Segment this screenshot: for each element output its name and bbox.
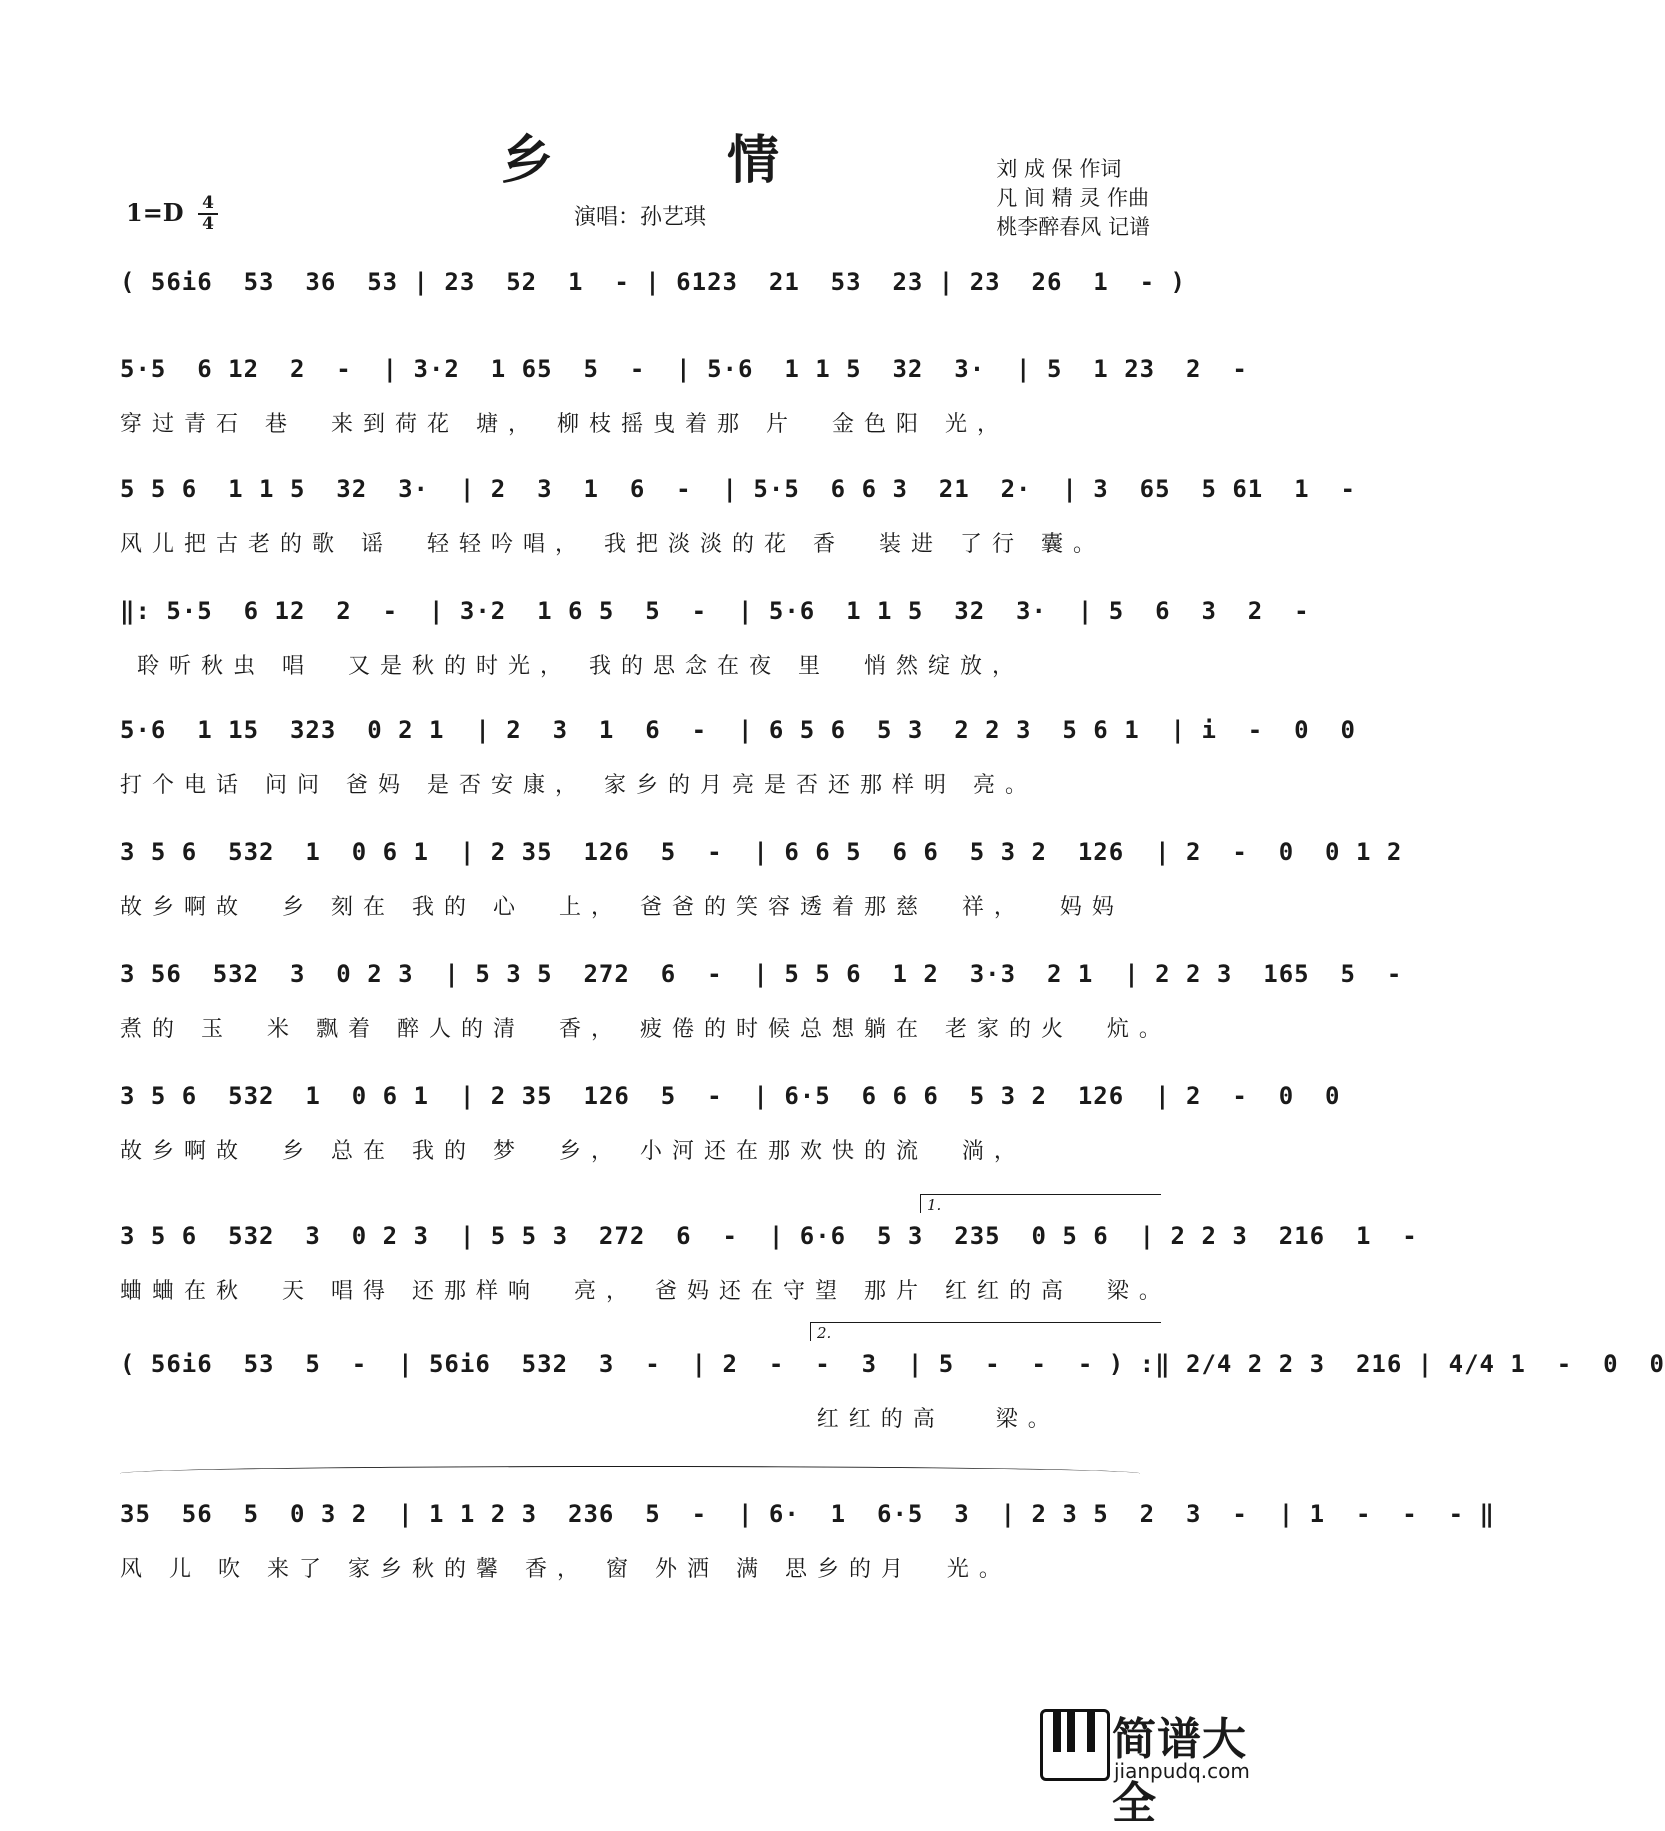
- lyric-line: 穿过青石 巷 来到荷花 塘， 柳枝摇曳着那 片 金色阳 光，: [120, 412, 1009, 437]
- composer: 凡 间 精 灵 作曲: [996, 186, 1150, 210]
- notation-line: 5·6 1 15 323 0 2 1 | 2 3 1 6 - | 6 5 6 5 3 2 2 3 5 6 1 | i - 0 0: [120, 716, 1356, 744]
- time-bottom: 4: [202, 214, 214, 234]
- first-ending-bracket: [920, 1194, 1161, 1213]
- watermark-url: jianpudq.com: [1114, 1759, 1250, 1783]
- lyric-line: 打个电话 问问 爸妈 是否安康， 家乡的月亮是否还那样明 亮。: [120, 773, 1037, 798]
- song-title: 乡 情: [500, 131, 858, 191]
- notation-line: ‖: 5·5 6 12 2 - | 3·2 1 6 5 5 - | 5·6 1 1 5 32 3· | 5 6 3 2 -: [120, 597, 1310, 625]
- notation-line: 3 5 6 532 3 0 2 3 | 5 5 3 272 6 - | 6·6 5 3 235 0 5 6 | 2 2 3 216 1 -: [120, 1222, 1418, 1250]
- watermark-brand: 简谱大全: [1112, 1714, 1247, 1829]
- lyricist: 刘 成 保 作词: [996, 157, 1122, 181]
- lyric-line: 煮的 玉 米 飘着 醉人的清 香， 疲倦的时候总想躺在 老家的火 炕。: [120, 1017, 1171, 1042]
- notation-line: 5 5 6 1 1 5 32 3· | 2 3 1 6 - | 5·5 6 6 3 21 2· | 3 65 5 61 1 -: [120, 475, 1356, 503]
- notation-line: ( 56i6 53 36 53 | 23 52 1 - | 6123 21 53 23 | 23 26 1 - ): [120, 268, 1186, 296]
- transcriber: 桃李醉春风 记谱: [996, 215, 1150, 239]
- notation-line: 3 5 6 532 1 0 6 1 | 2 35 126 5 - | 6·5 6 6 6 5 3 2 126 | 2 - 0 0: [120, 1082, 1341, 1110]
- singer: 演唱：孙艺琪: [573, 205, 706, 230]
- notation-line: ( 56i6 53 5 - | 56i6 532 3 - | 2 - - 3 | 5 - - - ) :‖ 2/4 2 2 3 216 | 4/4 1 - 0 0: [120, 1350, 1665, 1378]
- second-ending-label: 2.: [817, 1324, 832, 1342]
- notation-line: 5·5 6 12 2 - | 3·2 1 65 5 - | 5·6 1 1 5 32 3· | 5 1 23 2 -: [120, 355, 1248, 383]
- lyric-line: 风 儿 吹 来了 家乡秋的馨 香， 窗 外洒 满 思乡的月 光。: [120, 1557, 1011, 1582]
- notation-line: 35 56 5 0 3 2 | 1 1 2 3 236 5 - | 6· 1 6·5 3 | 2 3 5 2 3 - | 1 - - - ‖: [120, 1500, 1495, 1528]
- lyric-line: 聆听秋虫 唱 又是秋的时光， 我的思念在夜 里 悄然绽放，: [120, 654, 1024, 679]
- phrase-slur: [120, 1466, 1140, 1481]
- lyric-line: 风儿把古老的歌 谣 轻轻吟唱， 我把淡淡的花 香 装进 了行 囊。: [120, 532, 1105, 557]
- key-signature: 1=D: [126, 198, 184, 227]
- piano-keys-icon: [1040, 1709, 1110, 1781]
- lyric-line: 红红的高 梁。: [120, 1407, 1060, 1432]
- notation-line: 3 56 532 3 0 2 3 | 5 3 5 272 6 - | 5 5 6 1 2 3·3 2 1 | 2 2 3 165 5 -: [120, 960, 1403, 988]
- watermark-logo: [1040, 1703, 1260, 1829]
- lyric-line: 故乡啊故 乡 总在 我的 梦 乡， 小河还在那欢快的流 淌，: [120, 1139, 1026, 1164]
- time-top: 4: [202, 193, 214, 213]
- lyric-line: 故乡啊故 乡 刻在 我的 心 上， 爸爸的笑容透着那慈 祥， 妈妈: [120, 895, 1124, 920]
- notation-line: 3 5 6 532 1 0 6 1 | 2 35 126 5 - | 6 6 5 6 6 5 3 2 126 | 2 - 0 0 1 2: [120, 838, 1403, 866]
- second-ending-bracket: [810, 1322, 1161, 1341]
- first-ending-label: 1.: [927, 1196, 942, 1214]
- lyric-line: 蛐蛐在秋 天 唱得 还那样响 亮， 爸妈还在守望 那片 红红的高 梁。: [120, 1279, 1171, 1304]
